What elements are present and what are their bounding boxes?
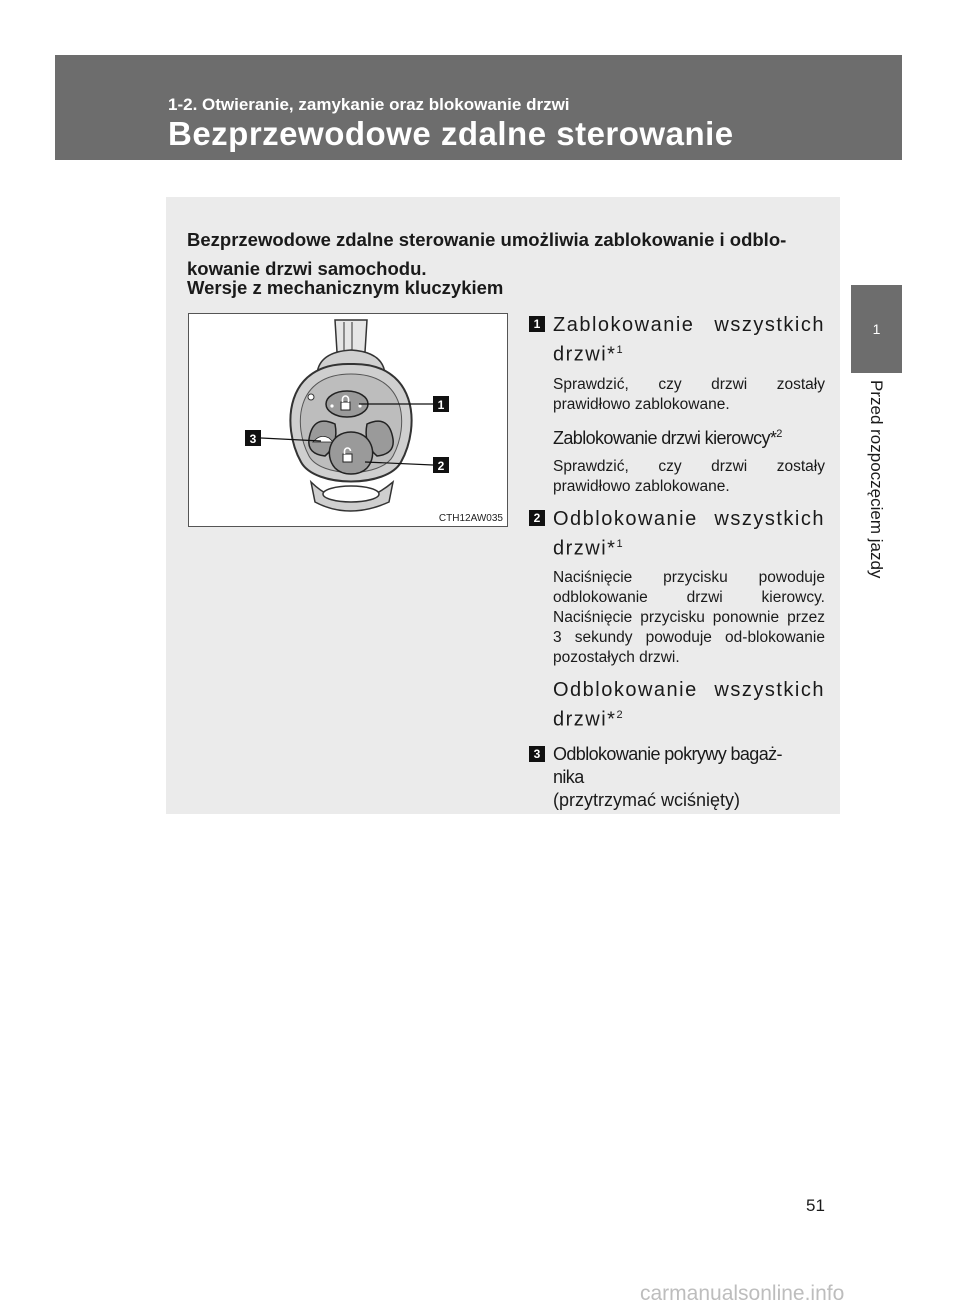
figure-code: CTH12AW035 xyxy=(438,513,503,524)
item-desc: Naciśnięcie przycisku powoduje odblokowanie drzwi kierowcy. Naciśnięcie przycisku ponownie przez 3 sekundy powoduje od-blokowanie pozostałych drzwi. xyxy=(553,569,825,667)
chapter-side-label xyxy=(852,380,902,620)
item-title: Zablokowanie wszystkich xyxy=(553,314,825,336)
item-subtitle-cont: drzwi*$^2$ xyxy=(553,708,625,731)
page-number: 51 xyxy=(806,1196,825,1215)
chapter-tab xyxy=(851,285,902,373)
page-title: Bezprzewodowe zdalne sterowanie xyxy=(168,115,734,152)
intro-text: Bezprzewodowe zdalne sterowanie umożliwia zablokowanie i odblo-kowanie drzwi samochodu. xyxy=(187,229,787,279)
item-title: Odblokowanie pokrywy bagaż- xyxy=(553,743,782,764)
section-title: 1-2. Otwieranie, zamykanie oraz blokowanie drzwi xyxy=(168,95,570,114)
item-lock-all xyxy=(529,313,825,497)
item-subtitle: Odblokowanie wszystkich xyxy=(553,679,825,702)
item-subtitle: Zablokowanie drzwi kierowcy*$^2$ xyxy=(553,427,782,448)
item-badge: 2 xyxy=(529,510,545,526)
chapter-label: Przed rozpoczęciem jazdy xyxy=(867,380,886,579)
key-fob-figure xyxy=(188,313,508,527)
chapter-header xyxy=(55,55,902,160)
callout-3: 3 xyxy=(249,432,257,446)
item-title-cont: drzwi*$^1$ xyxy=(553,343,625,366)
item-title-cont: drzwi*$^1$ xyxy=(553,537,625,560)
item-badge: 1 xyxy=(529,316,545,332)
watermark: carmanualsonline.info xyxy=(640,1282,845,1305)
item-trunk xyxy=(529,743,825,812)
callout-1: 1 xyxy=(437,398,445,412)
item-unlock-all xyxy=(529,507,825,733)
item-desc: Sprawdzić, czy drzwi zostały prawidłowo zablokowane. xyxy=(553,375,825,413)
subheading: Wersje z mechanicznym kluczykiem xyxy=(187,277,504,298)
item-title-cont: nika xyxy=(553,766,584,787)
callout-2: 2 xyxy=(437,459,445,473)
key-fob-illustration xyxy=(189,314,509,528)
item-badge: 3 xyxy=(529,746,545,762)
item-note: (przytrzymać wciśnięty) xyxy=(553,789,741,810)
items-column xyxy=(529,313,825,812)
chapter-number: 1 xyxy=(872,321,881,337)
content-panel xyxy=(166,197,840,814)
item-subdesc: Sprawdzić, czy drzwi zostały prawidłowo zablokowane. xyxy=(553,457,825,495)
item-title: Odblokowanie wszystkich xyxy=(553,507,825,530)
